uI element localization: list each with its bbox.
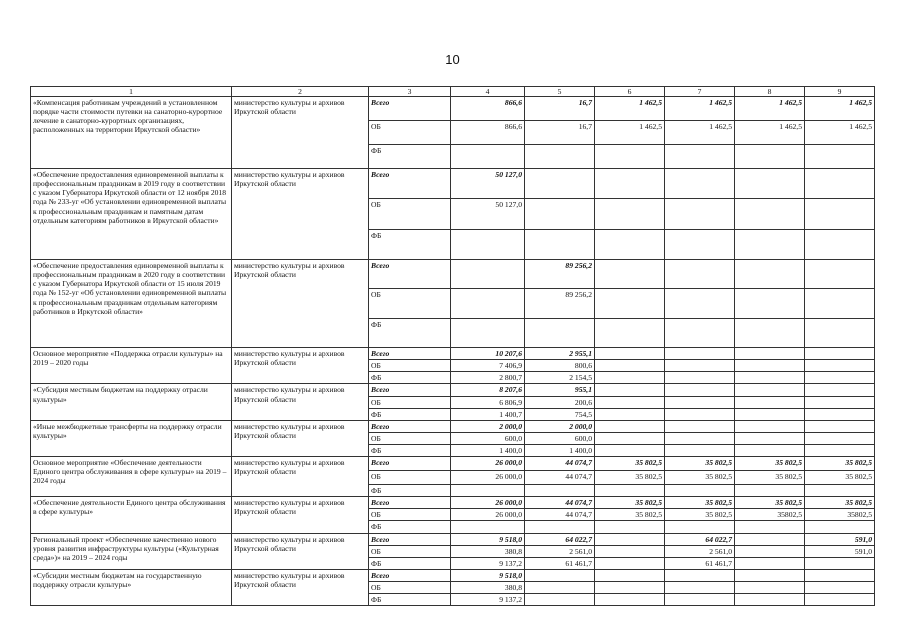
value-cell	[735, 230, 805, 260]
table-row	[31, 348, 875, 360]
funding-source: Всего	[369, 420, 451, 432]
value-cell	[595, 319, 665, 348]
funding-source: Всего	[369, 348, 451, 360]
value-cell: 26 000,0	[451, 457, 525, 471]
column-header: 7	[665, 87, 735, 97]
column-header: 3	[369, 87, 451, 97]
table-row	[31, 457, 875, 471]
value-cell: 44 074,7	[525, 497, 595, 509]
value-cell: 9 137,2	[451, 557, 525, 569]
funding-source: ФБ	[369, 145, 451, 169]
value-cell	[595, 396, 665, 408]
value-cell: 591,0	[805, 533, 875, 545]
value-cell	[735, 372, 805, 384]
value-cell	[805, 230, 875, 260]
value-cell: 754,5	[525, 408, 595, 420]
value-cell	[525, 319, 595, 348]
measure-name: «Обеспечение деятельности Единого центра обслуживания в сфере культуры»	[31, 497, 232, 533]
value-cell: 35 802,5	[665, 457, 735, 471]
value-cell	[735, 432, 805, 444]
value-cell: 2 154,5	[525, 372, 595, 384]
value-cell	[665, 521, 735, 533]
funding-source: Всего	[369, 497, 451, 509]
value-cell: 44 074,7	[525, 457, 595, 471]
value-cell: 6 806,9	[451, 396, 525, 408]
value-cell: 955,1	[525, 384, 595, 396]
value-cell	[805, 319, 875, 348]
page-number: 10	[445, 52, 460, 67]
funding-source: ФБ	[369, 485, 451, 497]
value-cell: 35802,5	[805, 509, 875, 521]
table-row	[31, 97, 875, 121]
funding-source: ФБ	[369, 557, 451, 569]
value-cell: 800,6	[525, 360, 595, 372]
value-cell: 35 802,5	[735, 497, 805, 509]
value-cell	[735, 581, 805, 593]
value-cell: 50 127,0	[451, 199, 525, 230]
value-cell	[735, 420, 805, 432]
value-cell	[805, 372, 875, 384]
value-cell	[665, 199, 735, 230]
executor-name: министерство культуры и архивов Иркутской области	[232, 497, 369, 533]
value-cell	[451, 521, 525, 533]
value-cell	[451, 289, 525, 319]
value-cell: 8 207,6	[451, 384, 525, 396]
value-cell	[595, 260, 665, 289]
value-cell: 35 802,5	[665, 497, 735, 509]
column-header: 8	[735, 87, 805, 97]
value-cell	[665, 396, 735, 408]
column-header: 2	[232, 87, 369, 97]
value-cell: 61 461,7	[665, 557, 735, 569]
value-cell	[805, 444, 875, 456]
table-row	[31, 533, 875, 545]
value-cell	[805, 348, 875, 360]
value-cell: 10 207,6	[451, 348, 525, 360]
header-row	[31, 87, 875, 97]
value-cell	[595, 569, 665, 581]
value-cell	[665, 348, 735, 360]
value-cell	[665, 360, 735, 372]
value-cell: 35 802,5	[595, 471, 665, 485]
funding-source: ОБ	[369, 199, 451, 230]
executor-name: министерство культуры и архивов Иркутской области	[232, 533, 369, 569]
value-cell	[665, 581, 735, 593]
measure-name: «Иные межбюджетные трансферты на поддержку отрасли культуры»	[31, 420, 232, 456]
funding-source: ОБ	[369, 360, 451, 372]
value-cell	[451, 260, 525, 289]
measure-name: «Компенсация работникам учреждений в установленном порядке части стоимости путевки на санаторно-курортное лечение в санаторно-курортных организациях, расположенных на территории Иркутской области»	[31, 97, 232, 169]
value-cell	[805, 485, 875, 497]
value-cell: 9 137,2	[451, 594, 525, 606]
value-cell: 1 462,5	[735, 97, 805, 121]
value-cell: 64 022,7	[525, 533, 595, 545]
value-cell	[735, 533, 805, 545]
value-cell	[595, 581, 665, 593]
value-cell	[525, 145, 595, 169]
value-cell	[665, 594, 735, 606]
value-cell	[805, 169, 875, 199]
value-cell	[805, 408, 875, 420]
value-cell: 35 802,5	[595, 497, 665, 509]
value-cell	[665, 372, 735, 384]
value-cell: 50 127,0	[451, 169, 525, 199]
value-cell	[805, 145, 875, 169]
value-cell	[595, 533, 665, 545]
funding-source: ОБ	[369, 396, 451, 408]
value-cell: 866,6	[451, 121, 525, 145]
value-cell	[805, 360, 875, 372]
value-cell: 2 561,0	[525, 545, 595, 557]
value-cell	[525, 581, 595, 593]
column-header: 9	[805, 87, 875, 97]
value-cell: 2 000,0	[451, 420, 525, 432]
value-cell	[525, 569, 595, 581]
value-cell	[525, 199, 595, 230]
value-cell: 2 000,0	[525, 420, 595, 432]
funding-source: Всего	[369, 260, 451, 289]
value-cell: 26 000,0	[451, 497, 525, 509]
value-cell	[805, 289, 875, 319]
value-cell: 600,0	[451, 432, 525, 444]
value-cell	[735, 169, 805, 199]
executor-name: министерство культуры и архивов Иркутской области	[232, 97, 369, 169]
funding-source: ФБ	[369, 594, 451, 606]
measure-name: Основное мероприятие «Поддержка отрасли культуры» на 2019 – 2020 годы	[31, 348, 232, 384]
value-cell: 64 022,7	[665, 533, 735, 545]
value-cell	[735, 348, 805, 360]
value-cell	[735, 521, 805, 533]
value-cell	[735, 260, 805, 289]
value-cell	[665, 260, 735, 289]
value-cell	[595, 444, 665, 456]
measure-name: «Обеспечение предоставления единовременной выплаты к профессиональным праздникам в 2019 году в соответствии с указом Губернатора Иркутской области от 12 ноября 2018 года № 233-уг «Об установлении единовременной выплаты к профессиональным праздникам и памятным датам отдельным категориям работников в Иркутской области»	[31, 169, 232, 260]
value-cell	[735, 408, 805, 420]
funding-source: Всего	[369, 169, 451, 199]
value-cell: 866,6	[451, 97, 525, 121]
measure-name: «Обеспечение предоставления единовременной выплаты к профессиональным праздникам в 2020 году в соответствии с указом Губернатора Иркутской области от 15 июля 2019 года № 152-уг «Об установлении единовременной выплаты к профессиональным праздникам отдельным категориям работников в Иркутской области»	[31, 260, 232, 348]
value-cell	[665, 289, 735, 319]
table-body	[31, 97, 875, 606]
value-cell	[595, 432, 665, 444]
value-cell	[805, 396, 875, 408]
executor-name: министерство культуры и архивов Иркутской области	[232, 260, 369, 348]
value-cell	[595, 485, 665, 497]
funding-source: Всего	[369, 533, 451, 545]
value-cell	[805, 420, 875, 432]
value-cell: 35802,5	[735, 509, 805, 521]
table-row	[31, 169, 875, 199]
value-cell	[805, 594, 875, 606]
value-cell	[735, 319, 805, 348]
value-cell	[665, 432, 735, 444]
funding-source: ФБ	[369, 444, 451, 456]
table-row	[31, 260, 875, 289]
funding-source: ФБ	[369, 319, 451, 348]
value-cell	[805, 384, 875, 396]
value-cell: 44 074,7	[525, 509, 595, 521]
funding-source: ОБ	[369, 509, 451, 521]
value-cell: 26 000,0	[451, 471, 525, 485]
value-cell	[595, 521, 665, 533]
value-cell	[595, 372, 665, 384]
value-cell	[805, 569, 875, 581]
value-cell: 2 955,1	[525, 348, 595, 360]
value-cell	[595, 594, 665, 606]
value-cell: 89 256,2	[525, 260, 595, 289]
value-cell	[805, 260, 875, 289]
value-cell	[525, 594, 595, 606]
value-cell	[525, 485, 595, 497]
value-cell	[735, 557, 805, 569]
value-cell	[595, 360, 665, 372]
table-row	[31, 420, 875, 432]
budget-table	[30, 86, 875, 606]
value-cell	[451, 319, 525, 348]
value-cell	[735, 569, 805, 581]
value-cell	[735, 444, 805, 456]
value-cell	[451, 230, 525, 260]
value-cell: 1 462,5	[595, 121, 665, 145]
column-header: 4	[451, 87, 525, 97]
value-cell: 89 256,2	[525, 289, 595, 319]
value-cell	[665, 230, 735, 260]
executor-name: министерство культуры и архивов Иркутской области	[232, 457, 369, 497]
executor-name: министерство культуры и архивов Иркутской области	[232, 169, 369, 260]
value-cell: 35 802,5	[665, 471, 735, 485]
value-cell: 35 802,5	[805, 471, 875, 485]
executor-name: министерство культуры и архивов Иркутской области	[232, 348, 369, 384]
funding-source: Всего	[369, 384, 451, 396]
value-cell: 1 462,5	[805, 97, 875, 121]
value-cell: 2 561,0	[665, 545, 735, 557]
value-cell	[665, 169, 735, 199]
table-row	[31, 384, 875, 396]
value-cell: 35 802,5	[595, 509, 665, 521]
funding-source: Всего	[369, 97, 451, 121]
value-cell: 1 462,5	[665, 97, 735, 121]
value-cell	[595, 348, 665, 360]
value-cell: 1 462,5	[805, 121, 875, 145]
value-cell	[451, 485, 525, 497]
value-cell	[665, 408, 735, 420]
funding-source: ОБ	[369, 471, 451, 485]
value-cell: 35 802,5	[595, 457, 665, 471]
value-cell	[665, 319, 735, 348]
value-cell: 600,0	[525, 432, 595, 444]
measure-name: Региональный проект «Обеспечение качественно нового уровня развития инфраструктуры культуры («Культурная среда»)» на 2019 – 2024 годы	[31, 533, 232, 569]
executor-name: министерство культуры и архивов Иркутской области	[232, 384, 369, 420]
value-cell	[665, 485, 735, 497]
column-header: 5	[525, 87, 595, 97]
measure-name: «Субсидии местным бюджетам на государственную поддержку отрасли культуры»	[31, 569, 232, 605]
funding-source: ОБ	[369, 289, 451, 319]
funding-source: ОБ	[369, 432, 451, 444]
value-cell	[595, 230, 665, 260]
value-cell: 35 802,5	[805, 457, 875, 471]
value-cell: 591,0	[805, 545, 875, 557]
value-cell	[735, 396, 805, 408]
column-header: 1	[31, 87, 232, 97]
funding-source: Всего	[369, 569, 451, 581]
value-cell	[805, 581, 875, 593]
value-cell	[595, 169, 665, 199]
value-cell: 380,8	[451, 581, 525, 593]
value-cell	[595, 384, 665, 396]
value-cell	[665, 145, 735, 169]
column-header: 6	[595, 87, 665, 97]
value-cell	[735, 289, 805, 319]
value-cell	[805, 199, 875, 230]
value-cell: 35 802,5	[805, 497, 875, 509]
value-cell: 7 406,9	[451, 360, 525, 372]
value-cell: 26 000,0	[451, 509, 525, 521]
value-cell: 35 802,5	[735, 471, 805, 485]
value-cell: 200,6	[525, 396, 595, 408]
value-cell	[735, 545, 805, 557]
value-cell	[595, 145, 665, 169]
funding-source: ОБ	[369, 121, 451, 145]
value-cell: 1 462,5	[735, 121, 805, 145]
funding-source: ФБ	[369, 230, 451, 260]
value-cell	[665, 384, 735, 396]
value-cell: 1 462,5	[665, 121, 735, 145]
funding-source: ОБ	[369, 545, 451, 557]
value-cell	[525, 169, 595, 199]
value-cell	[525, 521, 595, 533]
funding-source: ФБ	[369, 521, 451, 533]
funding-source: ФБ	[369, 408, 451, 420]
value-cell	[735, 360, 805, 372]
value-cell	[805, 432, 875, 444]
value-cell	[595, 199, 665, 230]
value-cell	[665, 420, 735, 432]
value-cell	[595, 289, 665, 319]
value-cell: 16,7	[525, 97, 595, 121]
value-cell	[735, 199, 805, 230]
value-cell: 61 461,7	[525, 557, 595, 569]
value-cell: 1 400,0	[451, 444, 525, 456]
value-cell	[595, 408, 665, 420]
value-cell: 1 400,7	[451, 408, 525, 420]
value-cell	[735, 384, 805, 396]
value-cell: 16,7	[525, 121, 595, 145]
value-cell: 380,8	[451, 545, 525, 557]
value-cell: 44 074,7	[525, 471, 595, 485]
table-row	[31, 569, 875, 581]
value-cell	[735, 594, 805, 606]
value-cell	[735, 485, 805, 497]
value-cell	[595, 420, 665, 432]
funding-source: ОБ	[369, 581, 451, 593]
value-cell	[525, 230, 595, 260]
value-cell: 1 462,5	[595, 97, 665, 121]
value-cell: 9 518,0	[451, 569, 525, 581]
value-cell	[595, 557, 665, 569]
executor-name: министерство культуры и архивов Иркутской области	[232, 569, 369, 605]
value-cell	[805, 521, 875, 533]
value-cell	[595, 545, 665, 557]
table-row	[31, 497, 875, 509]
executor-name: министерство культуры и архивов Иркутской области	[232, 420, 369, 456]
value-cell	[665, 444, 735, 456]
value-cell: 2 800,7	[451, 372, 525, 384]
measure-name: Основное мероприятие «Обеспечение деятельности Единого центра обслуживания в сфере культуры» на 2019 – 2024 годы	[31, 457, 232, 497]
value-cell: 35 802,5	[735, 457, 805, 471]
value-cell: 1 400,0	[525, 444, 595, 456]
measure-name: «Субсидия местным бюджетам на поддержку отрасли культуры»	[31, 384, 232, 420]
funding-source: Всего	[369, 457, 451, 471]
value-cell	[735, 145, 805, 169]
value-cell	[665, 569, 735, 581]
value-cell: 35 802,5	[665, 509, 735, 521]
value-cell	[805, 557, 875, 569]
value-cell: 9 518,0	[451, 533, 525, 545]
funding-source: ФБ	[369, 372, 451, 384]
value-cell	[451, 145, 525, 169]
